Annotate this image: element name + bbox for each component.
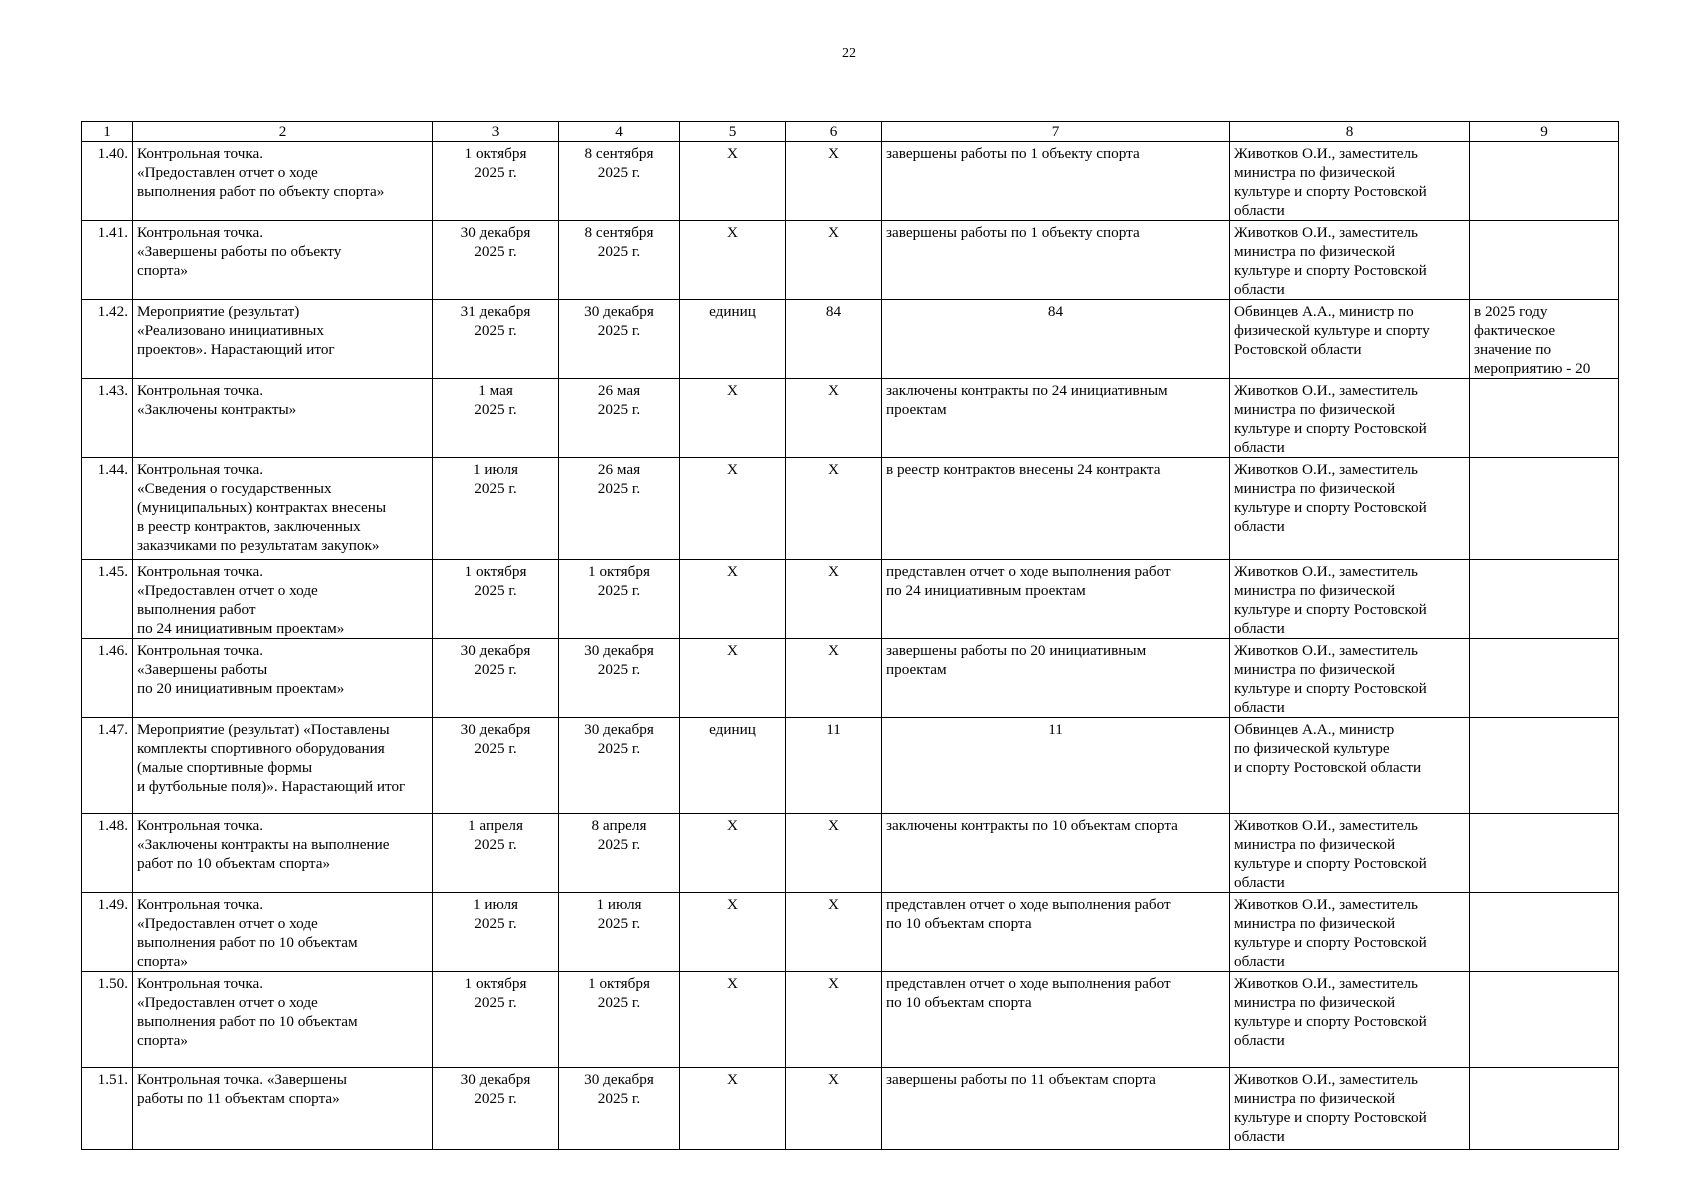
row-name-line: «Реализовано инициативных <box>137 322 324 339</box>
value-cell: X <box>786 221 882 300</box>
table-row <box>82 560 1619 639</box>
end-date-line: 30 декабря <box>584 721 654 738</box>
start-date-line: 2025 г. <box>474 582 517 599</box>
start-date-line: 2025 г. <box>474 322 517 339</box>
plan-table <box>81 121 1619 1150</box>
responsible-cell-line: министра по физической <box>1234 915 1396 932</box>
table-row <box>82 718 1619 814</box>
end-date-line: 2025 г. <box>597 740 641 757</box>
end-date-line: 2025 г. <box>597 164 641 181</box>
note-cell <box>1470 1068 1619 1150</box>
responsible-cell-line: области <box>1234 699 1285 716</box>
end-date <box>559 718 680 814</box>
header-cell: 6 <box>786 122 882 142</box>
row-name-line: Контрольная точка. <box>137 563 264 580</box>
result-cell-line: проектам <box>886 661 947 678</box>
row-name-line: «Сведения о государственных <box>137 480 332 497</box>
header-cell: 3 <box>433 122 559 142</box>
responsible-cell <box>1230 221 1470 300</box>
responsible-cell <box>1230 142 1470 221</box>
start-date-line: 1 мая <box>478 382 513 399</box>
responsible-cell-line: Животков О.И., заместитель <box>1234 975 1418 992</box>
row-number: 1.45. <box>82 560 133 639</box>
end-date-line: 2025 г. <box>597 994 641 1011</box>
row-number: 1.49. <box>82 893 133 972</box>
end-date <box>559 458 680 560</box>
responsible-cell-line: области <box>1234 518 1285 535</box>
responsible-cell-line: министра по физической <box>1234 1090 1396 1107</box>
row-name-line: Контрольная точка. <box>137 975 264 992</box>
row-name-line: и футбольные поля)». Нарастающий итог <box>137 778 406 795</box>
note-cell <box>1470 300 1619 379</box>
row-name <box>133 458 433 560</box>
note-cell <box>1470 560 1619 639</box>
row-number: 1.40. <box>82 142 133 221</box>
note-cell <box>1470 639 1619 718</box>
row-name <box>133 814 433 893</box>
result-cell <box>882 1068 1230 1150</box>
start-date-line: 1 октября <box>464 563 527 580</box>
responsible-cell-line: министра по физической <box>1234 994 1396 1011</box>
end-date <box>559 560 680 639</box>
responsible-cell-line: Животков О.И., заместитель <box>1234 563 1418 580</box>
note-cell <box>1470 142 1619 221</box>
responsible-cell-line: Животков О.И., заместитель <box>1234 145 1418 162</box>
result-cell-line: в реестр контрактов внесены 24 контракта <box>886 461 1161 478</box>
responsible-cell-line: Обвинцев А.А., министр по <box>1234 303 1414 320</box>
start-date-line: 1 октября <box>464 145 527 162</box>
row-name <box>133 560 433 639</box>
responsible-cell <box>1230 814 1470 893</box>
start-date-line: 2025 г. <box>474 480 517 497</box>
result-cell <box>882 379 1230 458</box>
header-cell: 5 <box>680 122 786 142</box>
start-date <box>433 300 559 379</box>
row-name-line: Мероприятие (результат) <box>137 303 300 320</box>
result-cell-line: представлен отчет о ходе выполнения работ <box>886 975 1171 992</box>
end-date-line: 1 июля <box>596 896 642 913</box>
responsible-cell-line: области <box>1234 1032 1285 1049</box>
responsible-cell-line: культуре и спорту Ростовской <box>1234 262 1427 279</box>
start-date <box>433 142 559 221</box>
result-cell-line: завершены работы по 11 объектам спорта <box>886 1071 1156 1088</box>
unit-cell: X <box>680 639 786 718</box>
row-name-line: по 20 инициативным проектам» <box>137 680 345 697</box>
unit-cell: единиц <box>680 300 786 379</box>
row-name-line: заказчиками по результатам закупок» <box>137 537 380 554</box>
row-name <box>133 221 433 300</box>
unit-cell: единиц <box>680 718 786 814</box>
note-cell-line: фактическое <box>1474 322 1556 339</box>
row-name-line: «Заключены контракты на выполнение <box>137 836 390 853</box>
start-date-line: 2025 г. <box>474 915 517 932</box>
row-number: 1.46. <box>82 639 133 718</box>
responsible-cell-line: физической культуре и спорту <box>1234 322 1430 339</box>
table-row <box>82 300 1619 379</box>
responsible-cell-line: культуре и спорту Ростовской <box>1234 680 1427 697</box>
end-date <box>559 142 680 221</box>
unit-cell: X <box>680 972 786 1068</box>
row-name-line: «Завершены работы <box>137 661 268 678</box>
start-date-line: 30 декабря <box>460 224 531 241</box>
result-cell-line: заключены контракты по 10 объектам спорта <box>886 817 1178 834</box>
table-row <box>82 639 1619 718</box>
end-date <box>559 972 680 1068</box>
row-name-line: в реестр контрактов, заключенных <box>137 518 361 535</box>
value-cell: 84 <box>786 300 882 379</box>
start-date-line: 1 октября <box>464 975 527 992</box>
responsible-cell-line: области <box>1234 874 1285 891</box>
note-cell <box>1470 814 1619 893</box>
responsible-cell <box>1230 379 1470 458</box>
value-cell: X <box>786 560 882 639</box>
result-cell <box>882 972 1230 1068</box>
note-cell-line: значение по <box>1474 341 1552 358</box>
row-name-line: выполнения работ по 10 объектам <box>137 934 358 951</box>
responsible-cell <box>1230 718 1470 814</box>
unit-cell: X <box>680 814 786 893</box>
start-date <box>433 458 559 560</box>
responsible-cell <box>1230 560 1470 639</box>
row-number: 1.41. <box>82 221 133 300</box>
table-row <box>82 893 1619 972</box>
note-cell <box>1470 379 1619 458</box>
note-cell <box>1470 221 1619 300</box>
row-number: 1.48. <box>82 814 133 893</box>
start-date <box>433 972 559 1068</box>
end-date <box>559 300 680 379</box>
responsible-cell-line: культуре и спорту Ростовской <box>1234 420 1427 437</box>
result-cell-line: по 10 объектам спорта <box>886 915 1032 932</box>
start-date-line: 30 декабря <box>460 1071 531 1088</box>
table-row <box>82 814 1619 893</box>
result-cell-line: по 10 объектам спорта <box>886 994 1032 1011</box>
row-name <box>133 142 433 221</box>
responsible-cell-line: культуре и спорту Ростовской <box>1234 1109 1427 1126</box>
row-name-line: «Предоставлен отчет о ходе <box>137 994 318 1011</box>
row-name-line: спорта» <box>137 1032 189 1049</box>
row-name-line: «Предоставлен отчет о ходе <box>137 164 318 181</box>
note-cell-line: в 2025 году <box>1474 303 1548 320</box>
end-date-line: 30 декабря <box>584 1071 654 1088</box>
start-date-line: 2025 г. <box>474 401 517 418</box>
start-date <box>433 560 559 639</box>
row-name <box>133 893 433 972</box>
result-cell <box>882 814 1230 893</box>
row-name-line: Контрольная точка. <box>137 642 264 659</box>
row-name-line: комплекты спортивного оборудования <box>137 740 385 757</box>
result-cell <box>882 142 1230 221</box>
end-date-line: 26 мая <box>597 461 641 478</box>
end-date-line: 26 мая <box>597 382 641 399</box>
end-date <box>559 814 680 893</box>
table-row <box>82 221 1619 300</box>
header-cell: 1 <box>82 122 133 142</box>
row-name-line: работ по 10 объектам спорта» <box>137 855 331 872</box>
end-date-line: 8 сентября <box>584 145 654 162</box>
note-cell <box>1470 972 1619 1068</box>
result-cell <box>882 458 1230 560</box>
unit-cell: X <box>680 560 786 639</box>
responsible-cell-line: области <box>1234 439 1285 456</box>
responsible-cell-line: Животков О.И., заместитель <box>1234 896 1418 913</box>
value-cell: X <box>786 1068 882 1150</box>
row-name <box>133 379 433 458</box>
end-date-line: 30 декабря <box>584 642 654 659</box>
responsible-cell-line: Обвинцев А.А., министр <box>1234 721 1395 738</box>
end-date <box>559 379 680 458</box>
note-cell-line: мероприятию - 20 <box>1474 360 1591 377</box>
start-date <box>433 814 559 893</box>
start-date <box>433 379 559 458</box>
row-name-line: Контрольная точка. <box>137 145 264 162</box>
start-date-line: 2025 г. <box>474 994 517 1011</box>
table-header-row <box>82 122 1619 142</box>
responsible-cell-line: министра по физической <box>1234 243 1396 260</box>
header-cell: 2 <box>133 122 433 142</box>
row-name-line: Мероприятие (результат) «Поставлены <box>137 721 390 738</box>
start-date-line: 2025 г. <box>474 661 517 678</box>
end-date-line: 8 апреля <box>591 817 647 834</box>
responsible-cell-line: министра по физической <box>1234 661 1396 678</box>
responsible-cell-line: министра по физической <box>1234 401 1396 418</box>
responsible-cell-line: и спорту Ростовской области <box>1234 759 1422 776</box>
responsible-cell <box>1230 972 1470 1068</box>
responsible-cell-line: Животков О.И., заместитель <box>1234 224 1418 241</box>
value-cell: X <box>786 893 882 972</box>
responsible-cell-line: области <box>1234 1128 1285 1145</box>
result-cell <box>882 560 1230 639</box>
responsible-cell-line: Животков О.И., заместитель <box>1234 382 1418 399</box>
row-name-line: Контрольная точка. «Завершены <box>137 1071 347 1088</box>
value-cell: X <box>786 458 882 560</box>
result-cell-line: по 24 инициативным проектам <box>886 582 1086 599</box>
row-name <box>133 639 433 718</box>
responsible-cell-line: министра по физической <box>1234 836 1396 853</box>
responsible-cell-line: культуре и спорту Ростовской <box>1234 499 1427 516</box>
end-date-line: 8 сентября <box>584 224 654 241</box>
value-cell: X <box>786 639 882 718</box>
row-name-line: Контрольная точка. <box>137 461 264 478</box>
responsible-cell-line: культуре и спорту Ростовской <box>1234 934 1427 951</box>
row-name-line: выполнения работ по 10 объектам <box>137 1013 358 1030</box>
start-date-line: 31 декабря <box>460 303 531 320</box>
end-date-line: 2025 г. <box>597 836 641 853</box>
value-cell: X <box>786 142 882 221</box>
unit-cell: X <box>680 893 786 972</box>
row-name-line: работы по 11 объектам спорта» <box>137 1090 340 1107</box>
unit-cell: X <box>680 1068 786 1150</box>
row-name <box>133 300 433 379</box>
note-cell <box>1470 893 1619 972</box>
row-name-line: Контрольная точка. <box>137 224 264 241</box>
end-date-line: 1 октября <box>588 975 650 992</box>
start-date-line: 30 декабря <box>460 721 531 738</box>
responsible-cell-line: культуре и спорту Ростовской <box>1234 855 1427 872</box>
end-date-line: 2025 г. <box>597 480 641 497</box>
responsible-cell <box>1230 639 1470 718</box>
responsible-cell-line: Животков О.И., заместитель <box>1234 461 1418 478</box>
responsible-cell <box>1230 300 1470 379</box>
value-cell: X <box>786 972 882 1068</box>
row-number: 1.43. <box>82 379 133 458</box>
start-date <box>433 221 559 300</box>
header-cell: 9 <box>1470 122 1619 142</box>
row-name <box>133 972 433 1068</box>
end-date-line: 2025 г. <box>597 322 641 339</box>
row-number: 1.47. <box>82 718 133 814</box>
end-date <box>559 221 680 300</box>
unit-cell: X <box>680 142 786 221</box>
row-name-line: «Заключены контракты» <box>137 401 297 418</box>
row-name-line: по 24 инициативным проектам» <box>137 620 345 637</box>
start-date-line: 2025 г. <box>474 1090 517 1107</box>
responsible-cell-line: области <box>1234 202 1285 219</box>
start-date-line: 30 декабря <box>460 642 531 659</box>
responsible-cell-line: области <box>1234 620 1285 637</box>
responsible-cell-line: Животков О.И., заместитель <box>1234 642 1418 659</box>
start-date-line: 2025 г. <box>474 836 517 853</box>
row-name-line: «Предоставлен отчет о ходе <box>137 915 318 932</box>
row-name-line: проектов». Нарастающий итог <box>137 341 335 358</box>
header-cell: 8 <box>1230 122 1470 142</box>
end-date-line: 1 октября <box>588 563 650 580</box>
end-date <box>559 639 680 718</box>
result-cell-line: заключены контракты по 24 инициативным <box>886 382 1168 399</box>
responsible-cell <box>1230 458 1470 560</box>
start-date-line: 1 июля <box>472 461 519 478</box>
responsible-cell-line: министра по физической <box>1234 164 1396 181</box>
table-row <box>82 972 1619 1068</box>
row-name-line: (муниципальных) контрактах внесены <box>137 499 387 516</box>
responsible-cell-line: министра по физической <box>1234 480 1396 497</box>
start-date-line: 2025 г. <box>474 164 517 181</box>
responsible-cell-line: по физической культуре <box>1234 740 1390 757</box>
responsible-cell-line: области <box>1234 953 1285 970</box>
unit-cell: X <box>680 221 786 300</box>
responsible-cell-line: культуре и спорту Ростовской <box>1234 183 1427 200</box>
responsible-cell-line: культуре и спорту Ростовской <box>1234 601 1427 618</box>
responsible-cell-line: культуре и спорту Ростовской <box>1234 1013 1427 1030</box>
row-name-line: Контрольная точка. <box>137 382 264 399</box>
row-number: 1.50. <box>82 972 133 1068</box>
start-date <box>433 718 559 814</box>
header-cell: 4 <box>559 122 680 142</box>
end-date-line: 2025 г. <box>597 661 641 678</box>
page-number: 22 <box>842 46 856 61</box>
value-cell: X <box>786 379 882 458</box>
result-cell-line: завершены работы по 20 инициативным <box>886 642 1147 659</box>
responsible-cell <box>1230 1068 1470 1150</box>
result-cell <box>882 639 1230 718</box>
note-cell <box>1470 718 1619 814</box>
row-name-line: Контрольная точка. <box>137 896 264 913</box>
result-cell: 11 <box>882 718 1230 814</box>
end-date <box>559 893 680 972</box>
start-date <box>433 639 559 718</box>
table-row <box>82 458 1619 560</box>
start-date <box>433 893 559 972</box>
row-name-line: «Завершены работы по объекту <box>137 243 342 260</box>
start-date-line: 1 апреля <box>468 817 523 834</box>
table-row <box>82 1068 1619 1150</box>
header-cell: 7 <box>882 122 1230 142</box>
table-row <box>82 142 1619 221</box>
row-name-line: спорта» <box>137 953 189 970</box>
row-name-line: спорта» <box>137 262 189 279</box>
responsible-cell-line: области <box>1234 281 1285 298</box>
responsible-cell-line: Животков О.И., заместитель <box>1234 817 1418 834</box>
result-cell <box>882 221 1230 300</box>
result-cell-line: представлен отчет о ходе выполнения работ <box>886 563 1171 580</box>
start-date <box>433 1068 559 1150</box>
responsible-cell-line: министра по физической <box>1234 582 1396 599</box>
result-cell-line: проектам <box>886 401 947 418</box>
responsible-cell-line: Ростовской области <box>1234 341 1362 358</box>
end-date-line: 2025 г. <box>597 243 641 260</box>
responsible-cell <box>1230 893 1470 972</box>
result-cell: 84 <box>882 300 1230 379</box>
start-date-line: 2025 г. <box>474 740 517 757</box>
row-number: 1.42. <box>82 300 133 379</box>
result-cell-line: завершены работы по 1 объекту спорта <box>886 224 1140 241</box>
row-name-line: «Предоставлен отчет о ходе <box>137 582 318 599</box>
result-cell-line: завершены работы по 1 объекту спорта <box>886 145 1140 162</box>
result-cell-line: представлен отчет о ходе выполнения работ <box>886 896 1171 913</box>
end-date-line: 2025 г. <box>597 582 641 599</box>
row-name-line: (малые спортивные формы <box>137 759 313 776</box>
start-date-line: 1 июля <box>472 896 519 913</box>
end-date-line: 30 декабря <box>584 303 654 320</box>
end-date-line: 2025 г. <box>597 401 641 418</box>
end-date <box>559 1068 680 1150</box>
value-cell: X <box>786 814 882 893</box>
unit-cell: X <box>680 379 786 458</box>
start-date-line: 2025 г. <box>474 243 517 260</box>
table-row <box>82 379 1619 458</box>
row-name-line: выполнения работ по объекту спорта» <box>137 183 385 200</box>
end-date-line: 2025 г. <box>597 1090 641 1107</box>
row-name-line: выполнения работ <box>137 601 256 618</box>
responsible-cell-line: Животков О.И., заместитель <box>1234 1071 1418 1088</box>
result-cell <box>882 893 1230 972</box>
row-name-line: Контрольная точка. <box>137 817 264 834</box>
note-cell <box>1470 458 1619 560</box>
value-cell: 11 <box>786 718 882 814</box>
row-name <box>133 718 433 814</box>
unit-cell: X <box>680 458 786 560</box>
row-number: 1.51. <box>82 1068 133 1150</box>
row-number: 1.44. <box>82 458 133 560</box>
row-name <box>133 1068 433 1150</box>
end-date-line: 2025 г. <box>597 915 641 932</box>
